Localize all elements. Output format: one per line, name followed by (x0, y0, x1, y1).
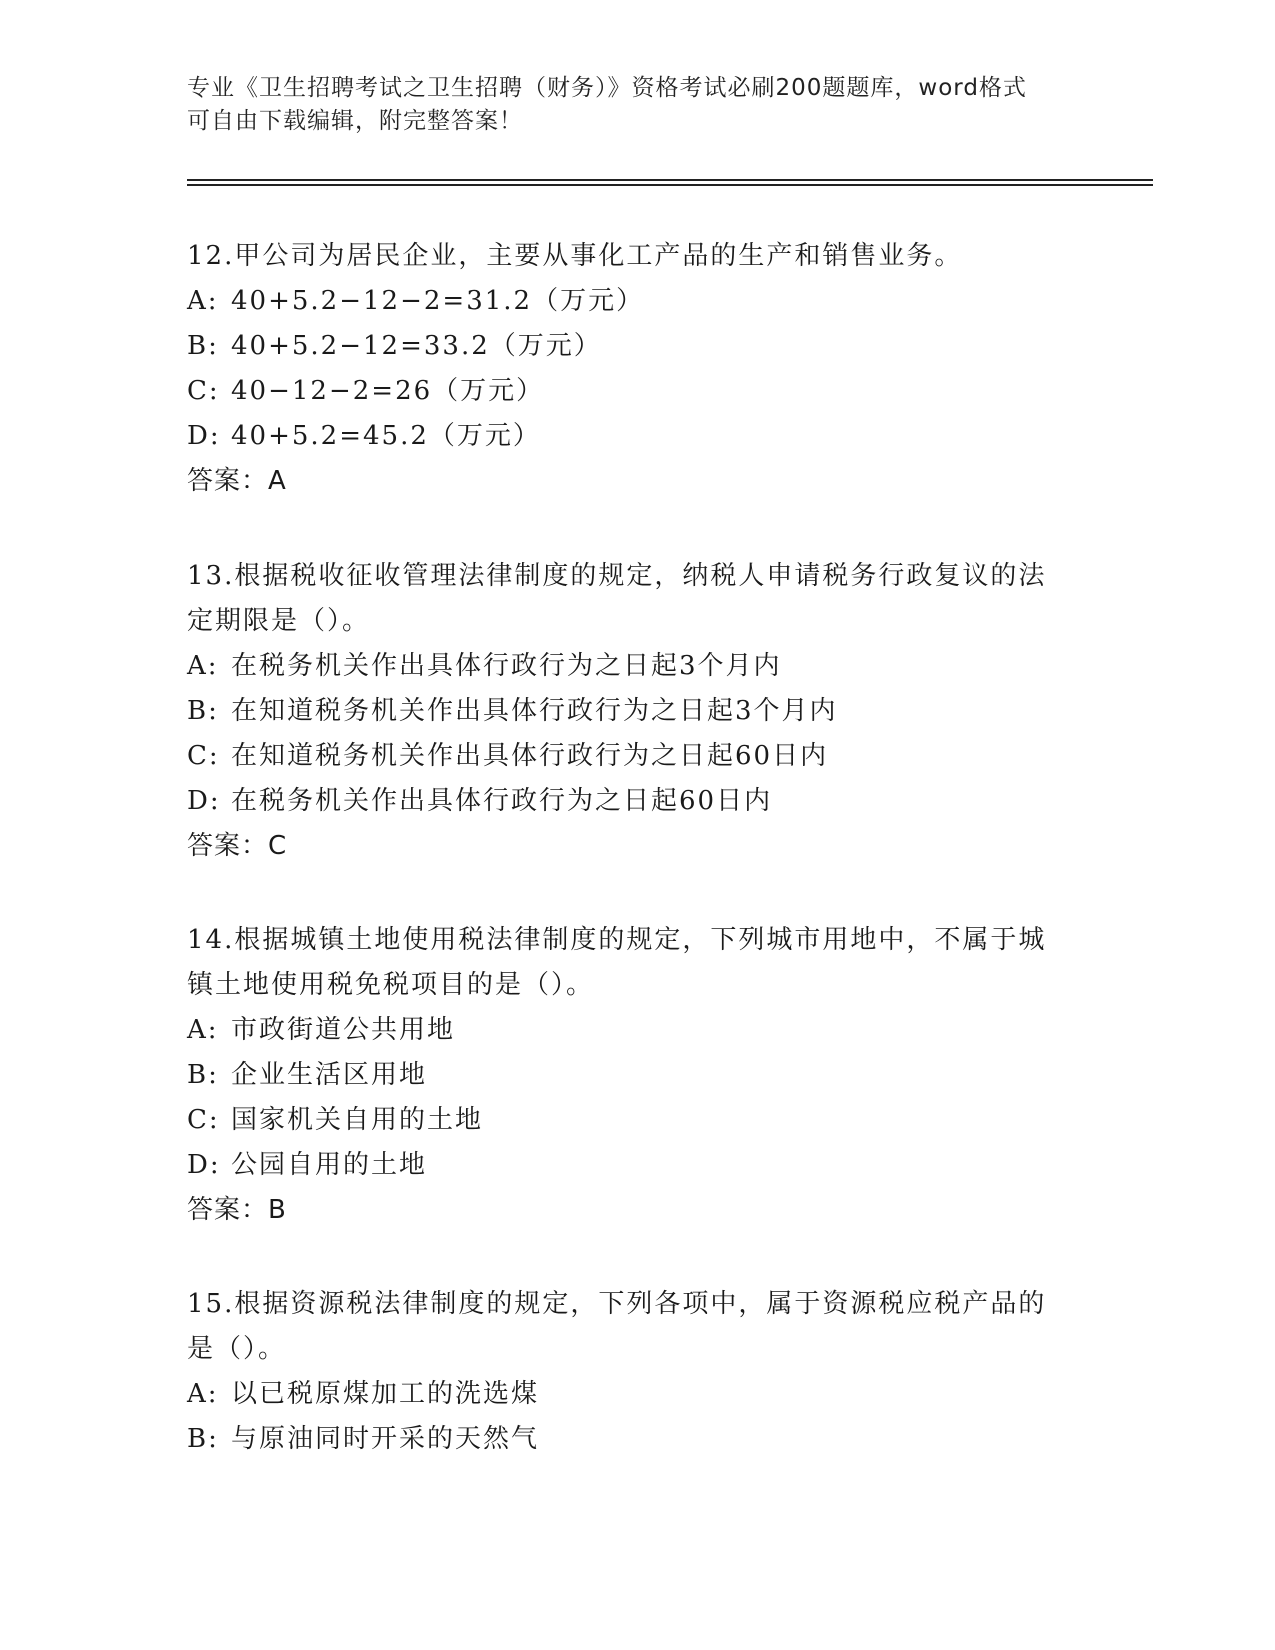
option-text: 公园自用的土地 (231, 1150, 428, 1180)
option-b (187, 324, 1087, 369)
option-key: A: (187, 1015, 219, 1045)
option-text: 市政街道公共用地 (231, 1015, 456, 1045)
option-a (187, 644, 1087, 689)
option-key: C: (187, 1105, 220, 1135)
question-text-line-1: 13.根据税收征收管理法律制度的规定，纳税人申请税务行政复议的法 (187, 561, 1047, 591)
option-key: D: (187, 786, 221, 816)
option-text: 与原油同时开采的天然气 (231, 1424, 540, 1454)
question-12 (187, 234, 1087, 504)
option-a (187, 1372, 1087, 1417)
option-key: C: (187, 376, 220, 406)
option-text: 40−12−2=26（万元） (231, 376, 545, 406)
question-text-line-2: 是（）。 (187, 1334, 287, 1364)
question-text-line-2: 定期限是（）。 (187, 606, 371, 636)
option-a (187, 1008, 1087, 1053)
document-header (187, 72, 1087, 138)
answer-line: 答案：C (187, 831, 288, 861)
option-text: 国家机关自用的土地 (231, 1105, 484, 1135)
option-key: A: (187, 286, 219, 316)
option-key: C: (187, 741, 220, 771)
option-key: D: (187, 421, 221, 451)
option-text: 40+5.2−12=33.2（万元） (231, 331, 602, 361)
option-d (187, 414, 1087, 459)
option-c (187, 1098, 1087, 1143)
option-b (187, 689, 1087, 734)
question-15 (187, 1282, 1087, 1462)
header-line-2: 可自由下载编辑，附完整答案！ (187, 108, 523, 134)
option-text: 企业生活区用地 (231, 1060, 428, 1090)
option-text: 在税务机关作出具体行政行为之日起3个月内 (231, 651, 782, 681)
answer-line: 答案：B (187, 1195, 287, 1225)
option-d (187, 779, 1087, 824)
question-text-line-2: 镇土地使用税免税项目的是（）。 (187, 970, 595, 1000)
option-d (187, 1143, 1087, 1188)
question-text: 12.甲公司为居民企业，主要从事化工产品的生产和销售业务。 (187, 241, 963, 271)
option-text: 40+5.2−12−2=31.2（万元） (231, 286, 645, 316)
header-divider-bottom (187, 184, 1153, 186)
option-b (187, 1053, 1087, 1098)
option-c (187, 734, 1087, 779)
option-key: B: (187, 1424, 219, 1454)
option-key: B: (187, 696, 219, 726)
option-c (187, 369, 1087, 414)
option-text: 40+5.2=45.2（万元） (231, 421, 541, 451)
question-13 (187, 554, 1087, 869)
option-key: A: (187, 1379, 219, 1409)
option-key: D: (187, 1150, 221, 1180)
header-line-1: 专业《卫生招聘考试之卫生招聘（财务）》资格考试必刷200题题库，word格式 (187, 75, 1027, 101)
question-text-line-1: 15.根据资源税法律制度的规定，下列各项中，属于资源税应税产品的 (187, 1289, 1047, 1319)
option-b (187, 1417, 1087, 1462)
option-text: 在知道税务机关作出具体行政行为之日起3个月内 (231, 696, 838, 726)
question-14 (187, 918, 1087, 1233)
option-key: B: (187, 331, 219, 361)
header-divider-top (187, 179, 1153, 181)
option-text: 在税务机关作出具体行政行为之日起60日内 (231, 786, 773, 816)
option-key: B: (187, 1060, 219, 1090)
option-text: 在知道税务机关作出具体行政行为之日起60日内 (231, 741, 829, 771)
answer-line: 答案：A (187, 466, 287, 496)
option-text: 以已税原煤加工的洗选煤 (231, 1379, 540, 1409)
option-a (187, 279, 1087, 324)
option-key: A: (187, 651, 219, 681)
question-text-line-1: 14.根据城镇土地使用税法律制度的规定，下列城市用地中，不属于城 (187, 925, 1047, 955)
